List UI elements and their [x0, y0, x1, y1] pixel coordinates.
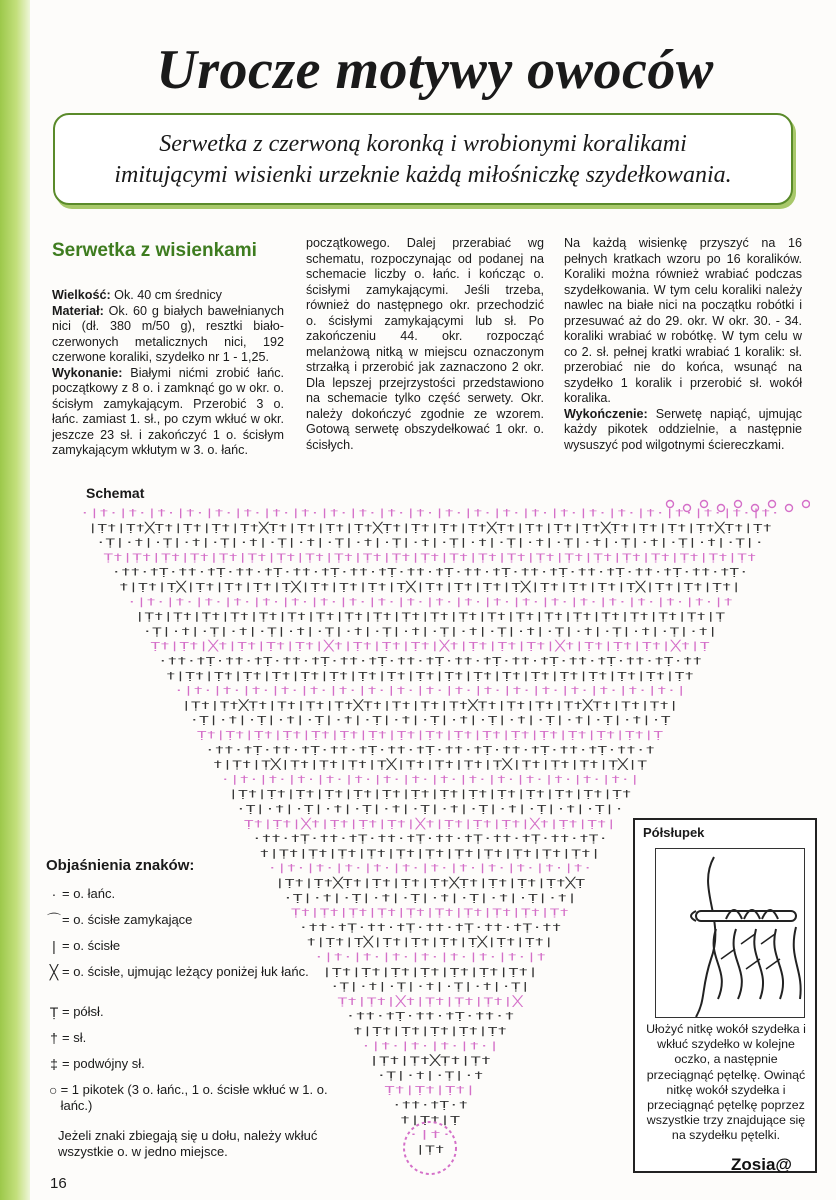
article-column-1 [52, 240, 284, 459]
finishing-text: Serwetę napiąć, ujmując każdy pikotek oddzielnie, a następnie wysuszyć pod wilgotnymi ściereczkami. [564, 406, 802, 452]
half-double-instruction-box [633, 818, 817, 1173]
chart-row: Ṭ†|Ṭ†|╳†|Ṭ†|Ṭ†|Ṭ†|╳†|Ṭ†|Ṭ†|Ṭ†|╳†|Ṭ†|Ṭ†| [244, 818, 479, 830]
chart-row: |Ṭ†|Ṭ†|Ṭ†|Ṭ†|Ṭ†|Ṭ†|Ṭ†|Ṭ†|Ṭ†|Ṭ†|Ṭ†|Ṭ†|Ṭ†|Ṭ†|Ṭ†|Ṭ†|Ṭ†|Ṭ†|Ṭ†|Ṭ†|Ṭ [135, 611, 725, 623]
chart-row: †|Ṭ†|Ṭ╳|Ṭ†|Ṭ†|Ṭ†|Ṭ╳|Ṭ†|Ṭ†| [306, 937, 464, 949]
chart-row: ·|†·|†·|†·|†·|†·|†·|†·|†·|†·|†·|†·|†·|†·|†·|†·|†·|†·|†·|†·|†·|†·|†·|†·|†· [80, 508, 780, 519]
chart-row: ·Ṭ|·†|·Ṭ|·†|·Ṭ|·†|·Ṭ|·†|·Ṭ|·†|·Ṭ|·†|·Ṭ|·†|·Ṭ|·†|·Ṭ|·†|·Ṭ|·†| [142, 626, 718, 638]
crochet-hook-illustration [655, 848, 805, 1018]
legend-title: Objaśnienia znaków: [46, 857, 195, 874]
chart-picot [769, 501, 776, 508]
chart-row: |Ṭ†|Ṭ†╳Ṭ†|Ṭ† [369, 1055, 442, 1067]
chart-row: ·|†·|†·|†·|†·|†·|†·|†·|†·|†·|†·|†·|†·|†·|†·|†·|†·|†·| [174, 685, 686, 697]
chart-row: †|Ṭ†|Ṭ†|Ṭ†|Ṭ†|Ṭ†|Ṭ†|Ṭ†|Ṭ†|Ṭ†|Ṭ†|Ṭ†| [259, 848, 601, 860]
chart-row: ·|†· [408, 1129, 452, 1141]
left-decorative-bar [0, 0, 30, 1200]
watermark-signature: Zosia@ [731, 1155, 792, 1174]
chart-row: ·Ṭ|·†|·Ṭ|·†|·Ṭ|·†|·Ṭ|·†|·Ṭ|·†| [283, 892, 577, 904]
chart-picot [803, 501, 810, 508]
slip-stitch-icon: ⌒ [47, 912, 61, 928]
chart-picot [735, 501, 742, 508]
page-number: 16 [50, 1175, 67, 1192]
column-2-text: początkowego. Dalej przerabiać wg schematu, rozpoczynając od podanej na schemacie liczby o. łańc. i kończąc o. ścisłymi zamykającymi. Jeśli trzeba, również do następnego okr. przechodzić o. ścisłymi zamykającymi lub sł. Po zakończeniu 44. okr. rozpocząć melanżową nitką w miejscu oznaczonym strzałką i przerobić jak zaznaczono 2 okr. Dla lepszej przejrzystości przedstawiono na schemacie tylko część serwety. Okr. należy dokończyć zgodnie ze wzorem. Gotową serwetę obszydełkować 1 okr. o. ścisłych. [306, 236, 544, 452]
execution-label: Wykonanie: [52, 365, 123, 380]
chart-row: Ṭ†|Ṭ†|╳†|Ṭ†|Ṭ†|Ṭ†|╳†|Ṭ†|Ṭ†|Ṭ†|╳†|Ṭ†|Ṭ†|Ṭ†|╳†|Ṭ†|Ṭ†|Ṭ†|╳†|Ṭ [150, 641, 500, 653]
legend-item-single-arc: ╳ = o. ścisłe, ujmując leżący poniżej łuk łańc. [46, 964, 336, 1004]
page-title: Urocze motywy owoców [156, 39, 714, 101]
legend [46, 857, 336, 1160]
legend-item-slip: ⌒ = o. ścisłe zamykające [47, 912, 193, 928]
chart-picot [786, 505, 793, 512]
chart-row: ·|†·|†·|†·|†·| [361, 1040, 499, 1052]
picot-icon: ○ [49, 1082, 58, 1098]
column-3-text: Na każdą wisienkę przyszyć na 16 pełnych kratkach wzoru po 16 koralików. Koraliki można również wrabiać podczas szydełkowania. W tym celu koraliki należy nawlec na białe nici na początku robótki i przesuwać aż do 29. okr. W okr. 30. - 34. koraliki wrabiać w robótkę. W tym celu w co 2. sł. pełnej kratki wrabiać 1 koralik: sł. przerobiać nie do końca, wsunąć na szydełko 1 koralik i przerobić sł. wokół koralika. [564, 236, 802, 405]
subtitle-line-2: imitującymi wisienki urzeknie każdą miłośniczkę szydełkowania. [114, 162, 732, 188]
chart-row: ·Ṭ|·†|·Ṭ|·†|·Ṭ|·†|·Ṭ|·†|·Ṭ|·†|·Ṭ|·†|·Ṭ|·†|·Ṭ|·†|·Ṭ [189, 715, 671, 727]
box-instructions: Ułożyć nitkę wokół szydełka i wkłuć szydełko w kolejne oczko, a następnie przeciągnąć pętelkę. Owinąć nitkę wokół szydełka i przeciągnąć pętelkę poprzez wszystkie trzy znajdujące się na szydełku pętelki. [646, 1022, 806, 1143]
finishing-label: Wykończenie: [564, 406, 648, 421]
chart-row: ·††·†Ṭ·††·†Ṭ·††·†Ṭ·††·†Ṭ·††·†Ṭ·††·†Ṭ·††·†Ṭ·††·†Ṭ·††·†Ṭ·†† [158, 656, 702, 667]
chart-row: ·††·†Ṭ·††·†Ṭ·††·†Ṭ·††·†Ṭ·††·†Ṭ·††·†Ṭ·††·†Ṭ·††·† [205, 744, 655, 756]
chart-row: ·††·†Ṭ·† [392, 1100, 468, 1111]
chart-row: Ṭ†|Ṭ†|Ṭ†|Ṭ†|Ṭ†|Ṭ†|Ṭ†|Ṭ†|Ṭ†|Ṭ†|Ṭ†|Ṭ†|Ṭ†|Ṭ†|Ṭ†|Ṭ†|Ṭ†|Ṭ†|Ṭ†|Ṭ†|Ṭ†|Ṭ†|Ṭ† [103, 552, 757, 564]
chart-row: ·|†·|†·|†·|†·|†·|†·|†·|†·|†·|†·|†·|†·|†·|†·| [220, 774, 640, 786]
chart-row: ·|†·|†·|†·|†·|†·|†·|†·|†·|†·|†·|†·|†·|†·|†·|†·|†·|†·|†·|†·|†·|† [127, 596, 733, 608]
box-title: Półsłupek [643, 825, 705, 840]
treble-crochet-icon: ‡ [50, 1056, 58, 1072]
chart-row: Ṭ†|Ṭ†|Ṭ†|Ṭ†|Ṭ†|Ṭ†|Ṭ†|Ṭ†|Ṭ†|Ṭ†|Ṭ†|Ṭ†|Ṭ†|Ṭ†|Ṭ†|Ṭ†|Ṭ [197, 730, 663, 741]
material-paragraph [52, 304, 284, 366]
chart-row: ·††·†Ṭ·††·†Ṭ·††·†Ṭ·††·†Ṭ·††·†Ṭ·††·†Ṭ· [252, 833, 608, 845]
legend-note: Jeżeli znaki zbiegają się u dołu, należy wkłuć wszystkie o. w jedno miejsce. [58, 1128, 318, 1159]
article-column-3 [564, 236, 802, 453]
article-column-2 [306, 236, 544, 453]
chart-row: |Ṭ†|Ṭ†|Ṭ†|Ṭ†|Ṭ†|Ṭ†|Ṭ†|Ṭ†|Ṭ†|Ṭ†|Ṭ†|Ṭ†|Ṭ†|Ṭ† [228, 789, 632, 801]
chart-row: ·Ṭ|·†|·Ṭ|·† [376, 1070, 484, 1082]
legend-item-half-double: Ṭ = półsł. [46, 1004, 336, 1030]
chart-row: Ṭ†|Ṭ†|╳†|Ṭ†|Ṭ†|Ṭ†|╳ [337, 996, 452, 1008]
subtitle-box [53, 113, 793, 205]
chart-row: ·††·†Ṭ·††·†Ṭ·††·†Ṭ·††·†Ṭ·††·†Ṭ·††·†Ṭ·††·†Ṭ·††·†Ṭ·††·†Ṭ·††·†Ṭ·††·†Ṭ· [111, 567, 749, 579]
material-label: Materiał: [52, 303, 104, 318]
size-text: Ok. 40 cm średnicy [110, 288, 222, 302]
single-crochet-icon: | [52, 938, 56, 954]
chart-row: Ṭ†|Ṭ†|Ṭ†| [384, 1085, 476, 1097]
chart-row: |Ṭ†|Ṭ†|Ṭ†|Ṭ†|Ṭ†|Ṭ†|Ṭ†| [322, 966, 538, 978]
execution-text: Białymi nićmi zrobić łańc. początkowy z 8 o. i zamknąć go w okr. o. ścisłym zamykającym. Przerobić 3 o. łańc. zamiast 1. sł., po czym wkłuć w okr. jeszcze 23 sł. i zakończyć 1 o. ścisłym zamykającym wkłutym w 3. o. łańc. [52, 365, 284, 457]
finishing-paragraph [564, 407, 802, 454]
chart-row: |Ṭ†|Ṭ†╳Ṭ†|Ṭ†|Ṭ†|Ṭ†╳Ṭ†|Ṭ†|Ṭ†|Ṭ†╳Ṭ [275, 878, 468, 889]
cross-stitch-icon: ╳ [49, 964, 59, 980]
chart-picot [701, 501, 708, 508]
chart-row: †|Ṭ†|Ṭ†|Ṭ†|Ṭ†|Ṭ†|Ṭ†|Ṭ†|Ṭ†|Ṭ†|Ṭ†|Ṭ†|Ṭ†|Ṭ†|Ṭ†|Ṭ†|Ṭ†|Ṭ†|Ṭ† [166, 670, 694, 682]
chart-row: ·††·†Ṭ·††·†Ṭ·††·†Ṭ·††·†Ṭ·†† [298, 922, 562, 934]
legend-item-single: | = o. ścisłe [46, 938, 336, 964]
legend-item-treble: ‡ = podwójny sł. [46, 1056, 336, 1082]
chart-row: |Ṭ† [415, 1144, 445, 1156]
section-heading: Serwetka z wisienkami [52, 240, 257, 261]
chart-row: †|Ṭ†|Ṭ [400, 1114, 460, 1126]
legend-item-chain: · = o. łańc. [46, 886, 336, 912]
chart-row: ·††·†Ṭ·††·†Ṭ·††·† [345, 1011, 515, 1023]
chart-row: ·Ṭ|·†|·Ṭ|·†|·Ṭ|·†|·Ṭ|·†|·Ṭ|·†|·Ṭ|·†|·Ṭ|· [236, 804, 624, 815]
subtitle-line-1: Serwetka z czerwoną koronką i wrobionymi koralikami [159, 131, 687, 157]
execution-paragraph [52, 366, 284, 459]
chart-row: ·Ṭ|·†|·Ṭ|·†|·Ṭ|·†|·Ṭ|·†|·Ṭ|·†|·Ṭ|·†|·Ṭ|·†|·Ṭ|·†|·Ṭ|·†|·Ṭ|·†|·Ṭ|·†|·Ṭ|· [96, 537, 764, 549]
legend-item-double: † = sł. [46, 1030, 336, 1056]
chart-row: ·|†·|†·|†·|†·|†·|†·|†·|†·|†·|†·|†· [267, 863, 593, 875]
chart-row: †|Ṭ†|Ṭ╳|Ṭ†|Ṭ†|Ṭ†|Ṭ╳|Ṭ†|Ṭ†|Ṭ†|Ṭ╳|Ṭ†|Ṭ†|Ṭ†|Ṭ╳|Ṭ†|Ṭ†|Ṭ†|Ṭ╳|Ṭ†|Ṭ†|Ṭ†| [119, 582, 511, 593]
legend-item-picot: ○ = 1 pikotek (3 o. łańc., 1 o. ścisłe wkłuć w 1. o. łańc.) [46, 1082, 336, 1122]
chart-row: †|Ṭ†|Ṭ╳|Ṭ†|Ṭ†|Ṭ†|Ṭ╳|Ṭ†|Ṭ†|Ṭ†|Ṭ╳|Ṭ†|Ṭ†|Ṭ†|Ṭ╳|Ṭ [213, 759, 484, 771]
chart-row: Ṭ†|Ṭ†|Ṭ†|Ṭ†|Ṭ†|Ṭ†|Ṭ†|Ṭ†|Ṭ†|Ṭ† [291, 907, 569, 919]
size-paragraph [52, 288, 284, 304]
chart-row: |Ṭ†|Ṭ†╳Ṭ†|Ṭ†|Ṭ†|Ṭ†╳Ṭ†|Ṭ†|Ṭ†|Ṭ†╳Ṭ†|Ṭ†|Ṭ†|Ṭ†╳Ṭ†|Ṭ†|Ṭ†|Ṭ†╳Ṭ†|Ṭ†|Ṭ†|Ṭ†╳Ṭ†|Ṭ† [88, 522, 522, 534]
chart-picot [667, 501, 674, 508]
half-double-crochet-icon: Ṭ [49, 1004, 59, 1020]
chart-row: ·|†·|†·|†·|†·|†·|†·|†·|† [314, 952, 546, 963]
size-label: Wielkość: [52, 288, 111, 302]
double-crochet-icon: † [50, 1030, 58, 1046]
chain-stitch-icon: · [51, 886, 57, 902]
schemat-label: Schemat [86, 485, 145, 501]
material-text: Ok. 60 g białych bawełnianych nici (dł. 380 m/50 g), resztki biało-czerwonych metalicznych nici, 192 czerwone koraliki, szydełko nr 1 - 1,25. [52, 303, 284, 364]
chart-row: ·Ṭ|·†|·Ṭ|·†|·Ṭ|·†|·Ṭ| [330, 981, 530, 993]
chart-row: †|Ṭ†|Ṭ†|Ṭ†|Ṭ†|Ṭ† [353, 1026, 507, 1037]
chart-row: |Ṭ†|Ṭ†╳Ṭ†|Ṭ†|Ṭ†|Ṭ†╳Ṭ†|Ṭ†|Ṭ†|Ṭ†╳Ṭ†|Ṭ†|Ṭ†|Ṭ†╳Ṭ†|Ṭ†|Ṭ†| [181, 700, 495, 712]
